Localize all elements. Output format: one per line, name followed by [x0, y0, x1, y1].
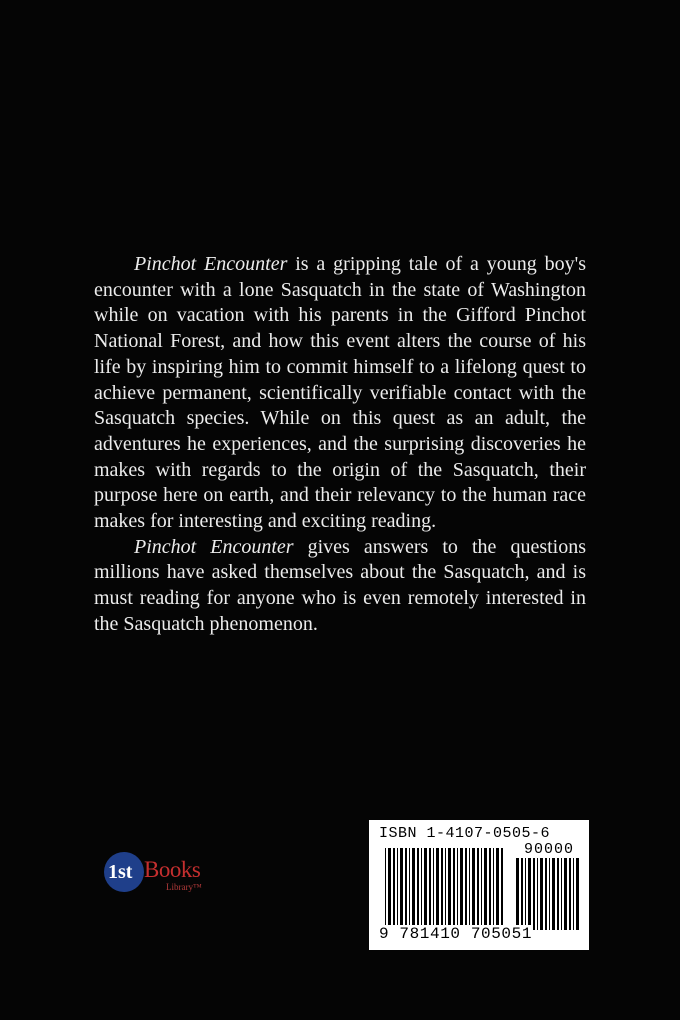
barcode-bar — [417, 848, 419, 930]
barcode-bar — [388, 848, 391, 930]
barcode-bar — [457, 848, 458, 930]
barcode-bar — [436, 848, 439, 930]
isbn-barcode-box — [369, 820, 589, 950]
blurb-text: gives answers to the questions millions have asked themselves about the Sasquatch, and is must reading for anyone who is even remotely interested in the Sasquatch phenomenon. — [94, 535, 586, 635]
barcode-bar — [533, 858, 535, 930]
back-cover-blurb — [94, 252, 586, 638]
barcode-bar — [433, 848, 434, 930]
barcode-bar — [537, 858, 538, 930]
blurb-paragraph-2 — [94, 535, 586, 638]
barcode-bar — [557, 858, 559, 930]
barcode-bar — [421, 848, 422, 930]
barcode-bar — [521, 858, 523, 930]
barcode-bar — [397, 848, 398, 930]
barcode-bar — [412, 848, 415, 930]
barcode-bar — [493, 848, 494, 930]
barcode-bar — [484, 848, 487, 930]
barcode-bar — [441, 848, 443, 930]
barcode-bar — [385, 848, 386, 930]
barcode-bar — [573, 858, 574, 930]
barcode-bar — [552, 858, 555, 930]
barcode-bar — [576, 858, 579, 930]
barcode-bar — [489, 848, 491, 930]
barcode-bar — [460, 848, 463, 930]
barcode-bar — [424, 848, 427, 930]
barcode-bar — [525, 858, 526, 930]
barcode-bar — [516, 858, 519, 930]
book-title-italic: Pinchot Encounter — [134, 253, 288, 275]
addon-barcode — [516, 858, 580, 930]
barcode-bar — [409, 848, 410, 930]
barcode-bar — [445, 848, 446, 930]
barcode-bar — [528, 858, 531, 930]
barcode-bar — [481, 848, 482, 930]
isbn-label: ISBN 1-4107-0505-6 — [379, 825, 551, 842]
main-barcode — [385, 848, 503, 930]
barcode-bar — [549, 858, 550, 930]
logo-library-text: Library™ — [166, 882, 202, 892]
logo-circle: 1st — [104, 852, 144, 892]
barcode-bar — [501, 848, 503, 930]
barcode-bar — [453, 848, 455, 930]
barcode-digits: 9 781410 705051 — [379, 925, 533, 943]
barcode-bar — [540, 858, 543, 930]
barcode-bar — [405, 848, 407, 930]
book-title-italic: Pinchot Encounter — [134, 535, 294, 558]
barcode-bar — [564, 858, 567, 930]
blurb-paragraph-1 — [94, 252, 586, 535]
barcode-bar — [400, 848, 403, 930]
barcode-bar — [448, 848, 451, 930]
barcode-bar — [393, 848, 395, 930]
barcode-bar — [477, 848, 479, 930]
blurb-text: is a gripping tale of a young boy's encounter with a lone Sasquatch in the state of Washington while on vacation with his parents in the Gifford Pinchot National Forest, and how this event alters the course of his life by inspiring him to commit himself to a lifelong quest to achieve permanent, scientifically verifiable contact with the Sasquatch species. While on this quest as an adult, the adventures he experiences, and the surprising discoveries he makes with regards to the origin of the Sasquatch, their purpose here on earth, and their relevancy to the human race makes for interesting and exciting reading. — [94, 253, 586, 533]
barcode-bar — [469, 848, 470, 930]
barcode-bar — [561, 858, 562, 930]
logo-books-text: Books — [144, 857, 201, 882]
barcode-bar — [545, 858, 547, 930]
barcode-bar — [429, 848, 431, 930]
barcode-bar — [465, 848, 467, 930]
barcode-bar — [569, 858, 571, 930]
price-addon-label: 90000 — [524, 841, 575, 858]
barcode-bar — [472, 848, 475, 930]
barcode-bar — [496, 848, 499, 930]
publisher-logo — [104, 852, 214, 898]
